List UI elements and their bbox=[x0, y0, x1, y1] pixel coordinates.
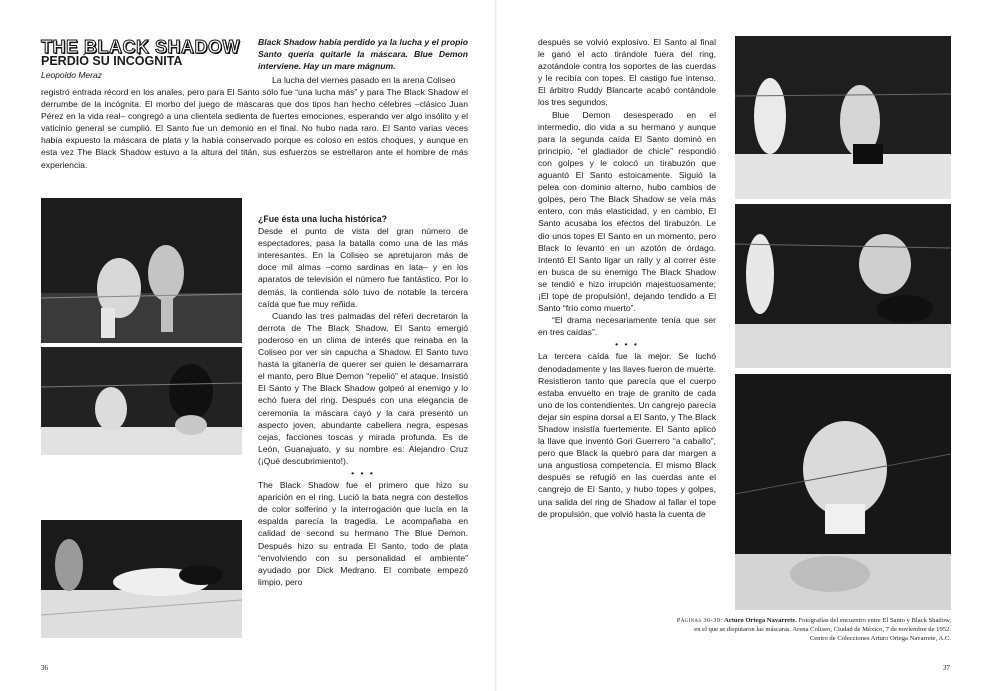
paragraph: “El drama necesariamente tenía que ser en tres caídas”. bbox=[538, 315, 716, 338]
left-column-2 bbox=[258, 213, 468, 588]
lead-line: La lucha del viernes pasado en la arena Coliseo bbox=[272, 75, 456, 85]
caption-photographer: Arturo Ortega Navarrete. bbox=[724, 617, 797, 624]
wrestling-photo-5 bbox=[735, 204, 951, 368]
wrestling-photo-3 bbox=[41, 520, 242, 638]
paragraph: Cuando las tres palmadas del réferi decretaron la derrota de The Black Shadow, El Santo emergió poderoso en un clima de interés que reinaba en la Coliseo por ver sin capucha a Shadow. El Santo tuvo hasta la gitanería de querer ser quien le desamarrara el manto, pero Blue Demon “repelió” el ataque. Insistió El Santo y The Black Shadow golpeó al enemigo y lo echó fuera del ring. Después con una elegancia de ceremonia la máscara cayó y la cara presentó un aspecto joven, abundante cabellera negra, espesas cejas, facciones toscas y mirada profunda. Es de León, Guanajuato, y su nombre es: Alejandro Cruz (¡Qué descubrimiento!). bbox=[258, 310, 468, 466]
wrestling-photo-2 bbox=[41, 347, 242, 455]
article-author: Leopoldo Meraz bbox=[41, 70, 102, 80]
intro-bold-text: Black Shadow había perdido ya la lucha y el propio Santo quería quitarle la máscara. Blue Demon interviene. Hay un mare mágnum. bbox=[258, 37, 468, 72]
wrestling-photo-1 bbox=[41, 198, 242, 343]
wrestling-photo-4 bbox=[735, 36, 951, 199]
article-subtitle: PERDIÓ SU INCÓGNITA bbox=[41, 54, 183, 68]
paragraph: The Black Shadow fue el primero que hizo su aparición en el ring. Lució la bata negra con destellos de color solferino y la interrogación que lucía en la espalda parecía la tragedia. Le acompañaba en calidad de second su hermano The Blue Demon. Después hizo su entrada El Santo, todo de plata “envolviendo con su personalidad el ambiente” ayudado por Dick Medrano. El combate empezó limpio, pero bbox=[258, 480, 468, 587]
section-subhead: ¿Fue ésta una lucha histórica? bbox=[258, 214, 388, 224]
caption-line: en el que se disputaron las máscaras. Arena Coliseo, Ciudad de México, 7 de noviembre de 1952. bbox=[694, 626, 951, 633]
page-number-left: 36 bbox=[41, 664, 48, 672]
caption-line: Fotografías del encuentro entre El Santo y Black Shadow, bbox=[798, 617, 951, 624]
paragraph: después se volvió explosivo. El Santo al final le ganó el acto tirándole fuera del ring, azotándole contra los soportes de las cuerdas y le recibía con topes. El castigo fue intenso. El árbitro Ruddy Blancarte acabó contándole los tres segundos. bbox=[538, 37, 716, 108]
section-separator: • • • bbox=[615, 339, 639, 350]
section-separator: • • • bbox=[351, 467, 375, 478]
page-gutter bbox=[495, 0, 497, 691]
photo-caption bbox=[560, 616, 951, 643]
page-number-right: 37 bbox=[943, 664, 950, 672]
paragraph: Blue Demon desesperado en el intermedio, dio vida a su hermano y aunque para la segunda caída El Santo dominó en principio, “el gladiador de chicle” respondió con golpes y le colocó un tirabuzón que aguantó El Santo estoicamente. Siguió la pelea con dominio alterno, hubo cambios de golpes, pero The Black Shadow se veía más entero, con más elasticidad, y en cambio, El Santo acusaba los efectos del tirabuzón. Le dio unos topes El Santo en un momento, pero Black lo levantó en un azotón de órdago. Intentó El Santo ligar un rally y al correr éste en busca de su enemigo The Black Shadow se tendió e hizo irrupción majestuosamente; ¡El tope de propulsión!, dejando tendido a El Santo “frío como muerto”. bbox=[538, 109, 716, 314]
lead-paragraph: registró entrada récord en los anales, pero para El Santo sólo fue “una lucha más” y para The Black Shadow el derrumbe de la incógnita. El morbo del juego de máscaras que dos tipos han hecho célebres –clásico Juan Pérez en la vida real– congregó a una clientela sedienta de fuertes emociones, esperando ver algo insólito y el vaticinio general se cumplió. El Santo fue un demonio en el final. No hubo nada raro. El Santo varias veces había expuesto la máscara de plata y la había conservado porque es coloso en estos choques, y aunque en esta vez The Black Shadow estuvo a la altura del titán, sus esfuerzos se estrellaron ante el hombre de más experiencia. bbox=[41, 87, 468, 170]
caption-label: Páginas 36-39: bbox=[676, 617, 723, 624]
paragraph: Desde el punto de vista del gran número de espectadores, pasa la batalla como una de las más interesantes. En la Coliseo se apretujaron más de doce mil almas –como sardinas en lata– y en los aparatos de televisión el número fue fantástico. Por lo demás, la contienda sólo tuvo de notable la tercera caída que fue muy reñida. bbox=[258, 226, 468, 309]
caption-line: Centro de Colecciones Arturo Ortega Navarrete, A.C. bbox=[809, 635, 951, 642]
right-column-1 bbox=[538, 36, 716, 520]
article-title: THE BLACK SHADOW bbox=[41, 37, 240, 57]
wrestling-photo-6 bbox=[735, 374, 951, 610]
paragraph: La tercera caída fue la mejor. Se luchó denodadamente y las llaves fueron de muerte. Resistieron tanto que parecía que el cuerpo estaba envuelto en traje de granito de cada uno de los contendientes. Un cangrejo parecía dejar sin espina dorsal a El Santo, y The Black Shadow insistía fuertemente. El Santo aplicó la llave que inventó Gori Guerrero “a caballo”, pero que Black la quebró para dar margen a una angustiosa competencia. El mismo Black después se refugió en las cuerdas ante el cangrejo de El Santo, y hubo topes y golpes, una salida del ring de Shadow al fallar el tope de propulsión, que volvió hasta la cuenta de bbox=[538, 351, 716, 519]
